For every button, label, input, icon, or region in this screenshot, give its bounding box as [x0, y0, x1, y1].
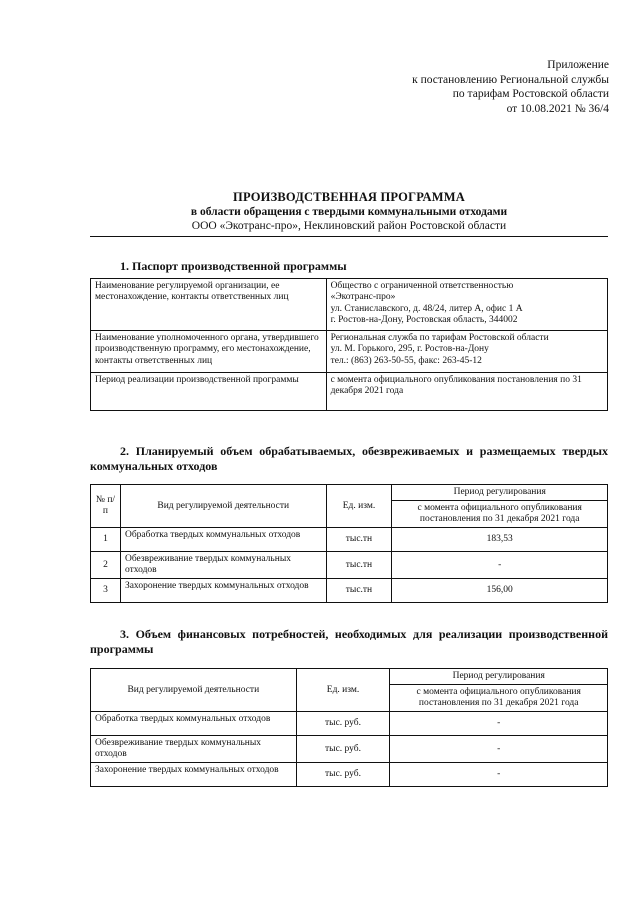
row-value: -: [392, 552, 608, 579]
row-unit: тыс.тн: [326, 528, 392, 552]
appendix-line: Приложение: [547, 59, 609, 71]
table-row: [91, 528, 608, 552]
table-row: [91, 279, 608, 331]
row-activity: Обработка твердых коммунальных отходов: [120, 528, 326, 552]
passport-table: [90, 278, 608, 411]
value-line: тел.: (863) 263-50-55, факс: 263-45-12: [330, 355, 482, 366]
value-line: ул. Станиславского, д. 48/24, литер А, офис 1 А: [330, 303, 523, 314]
row-unit: тыс. руб.: [296, 736, 390, 763]
appendix-note: [412, 58, 609, 116]
row-value: -: [390, 763, 608, 787]
value-line: Региональная служба по тарифам Ростовской области: [330, 333, 549, 343]
row-unit: тыс. руб.: [296, 763, 390, 787]
col-header-num: № п/п: [91, 485, 121, 528]
row-activity: Захоронение твердых коммунальных отходов: [91, 763, 297, 787]
col-header-period: Период регулирования: [390, 669, 608, 685]
col-header-unit: Ед. изм.: [326, 485, 392, 528]
section2-heading: 2. Планируемый объем обрабатываемых, обезвреживаемых и размещаемых твердых коммунальных отходов: [90, 444, 608, 473]
row-num: 1: [91, 528, 121, 552]
passport-value: [326, 331, 607, 373]
table-row: [91, 712, 608, 736]
value-line: с момента официального опубликования постановления по 31 декабря 2021 года: [330, 375, 582, 397]
title-organization: ООО «Экотранс-про», Неклиновский район Ростовской области: [191, 220, 507, 232]
row-activity: Захоронение твердых коммунальных отходов: [120, 579, 326, 603]
title-main: ПРОИЗВОДСТВЕННАЯ ПРОГРАММА: [233, 190, 465, 204]
table-row: [91, 552, 608, 579]
value-line: «Экотранс-про»: [330, 292, 396, 303]
passport-value: [326, 373, 607, 411]
table-row: [91, 763, 608, 787]
value-line: Общество с ограниченной ответственностью: [330, 281, 514, 291]
row-activity: Обезвреживание твердых коммунальных отходов: [91, 736, 297, 763]
document-title: [90, 190, 608, 233]
col-header-period-sub: с момента официального опубликования постановления по 31 декабря 2021 года: [392, 501, 608, 528]
passport-label: Наименование регулируемой организации, ее местонахождение, контакты ответственных лиц: [91, 279, 327, 331]
table-row: [91, 736, 608, 763]
row-num: 3: [91, 579, 121, 603]
passport-label: Наименование уполномоченного органа, утвердившего производственную программу, его местонахождение, контакты ответственных лиц: [91, 331, 327, 373]
table-row: [91, 373, 608, 411]
table-header-row: [91, 669, 608, 685]
title-sub: в области обращения с твердыми коммунальными отходами: [190, 206, 508, 218]
table-row: [91, 579, 608, 603]
table-row: [91, 331, 608, 373]
appendix-date: от 10.08.2021 № 36/4: [506, 102, 609, 115]
row-unit: тыс.тн: [326, 579, 392, 603]
row-value: 156,00: [392, 579, 608, 603]
row-value: 183,53: [392, 528, 608, 552]
row-unit: тыс. руб.: [296, 712, 390, 736]
row-activity: Обезвреживание твердых коммунальных отходов: [120, 552, 326, 579]
row-activity: Обработка твердых коммунальных отходов: [91, 712, 297, 736]
passport-value: [326, 279, 607, 331]
col-header-activity: Вид регулируемой деятельности: [91, 669, 297, 712]
col-header-unit: Ед. изм.: [296, 669, 390, 712]
row-value: -: [390, 712, 608, 736]
section3-heading: 3. Объем финансовых потребностей, необходимых для реализации производственной программы: [90, 627, 608, 656]
col-header-period: Период регулирования: [392, 485, 608, 501]
financial-table: [90, 668, 608, 787]
value-line: ул. М. Горького, 295, г. Ростов-на-Дону: [330, 344, 489, 355]
table-header-row: [91, 485, 608, 501]
title-divider: [90, 236, 608, 237]
section1-heading: 1. Паспорт производственной программы: [120, 259, 347, 273]
row-value: -: [390, 736, 608, 763]
row-num: 2: [91, 552, 121, 579]
appendix-line: по тарифам Ростовской области: [452, 88, 609, 100]
appendix-line: к постановлению Региональной службы: [412, 73, 609, 86]
volume-table: [90, 484, 608, 603]
col-header-activity: Вид регулируемой деятельности: [120, 485, 326, 528]
value-line: г. Ростов-на-Дону, Ростовская область, 344002: [330, 314, 518, 325]
row-unit: тыс.тн: [326, 552, 392, 579]
col-header-period-sub: с момента официального опубликования постановления по 31 декабря 2021 года: [390, 685, 608, 712]
passport-label: Период реализации производственной программы: [91, 373, 327, 411]
